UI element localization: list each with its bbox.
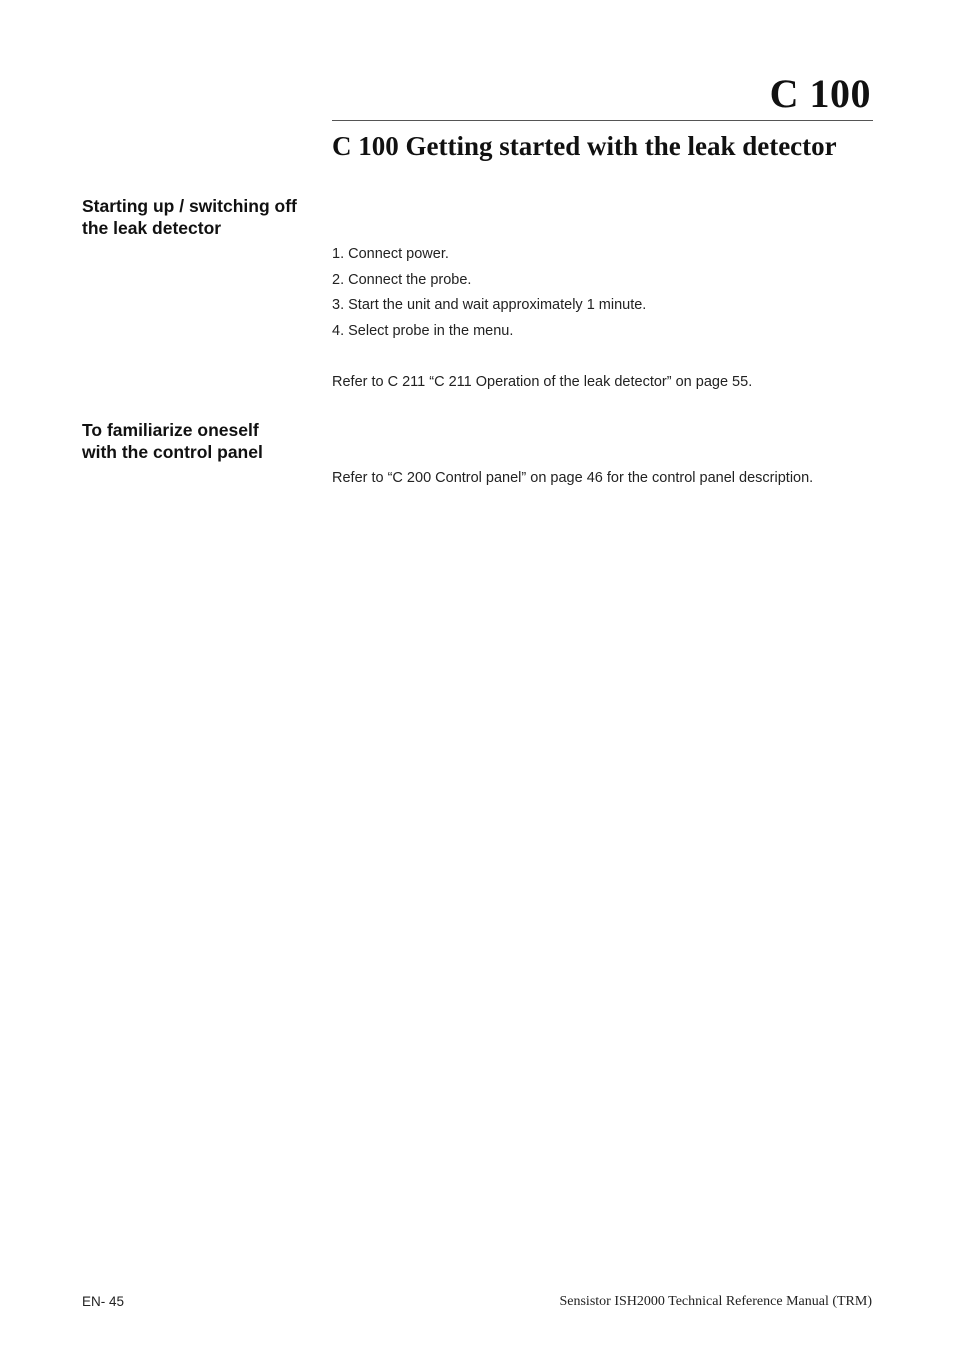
- control-panel-heading-line-1: To familiarize oneself: [82, 420, 259, 440]
- page-number: EN- 45: [82, 1294, 125, 1309]
- control-panel-reference: Refer to “C 200 Control panel” on page 46 for the control panel description.: [332, 470, 814, 486]
- startup-heading: [82, 195, 332, 239]
- chapter-title: C 100: [769, 71, 871, 116]
- startup-steps-list: [332, 243, 646, 346]
- list-item: 1. Connect power.: [332, 246, 449, 262]
- list-item: 4. Select probe in the menu.: [332, 323, 514, 340]
- header-divider: [332, 120, 873, 121]
- section-title: C 100 Getting started with the leak detector: [332, 131, 837, 161]
- list-item: 2. Connect the probe.: [332, 271, 472, 288]
- manual-title: Sensistor ISH2000 Technical Reference Manual (TRM): [559, 1294, 872, 1309]
- list-item: 3. Start the unit and wait approximately 1 minute.: [332, 297, 647, 314]
- control-panel-heading: [82, 419, 332, 463]
- control-panel-heading-line-2: with the control panel: [82, 442, 263, 462]
- operation-reference: Refer to C 211 “C 211 Operation of the leak detector” on page 55.: [332, 374, 753, 390]
- startup-heading-line-1: Starting up / switching off: [82, 196, 297, 216]
- startup-heading-line-2: the leak detector: [82, 218, 222, 238]
